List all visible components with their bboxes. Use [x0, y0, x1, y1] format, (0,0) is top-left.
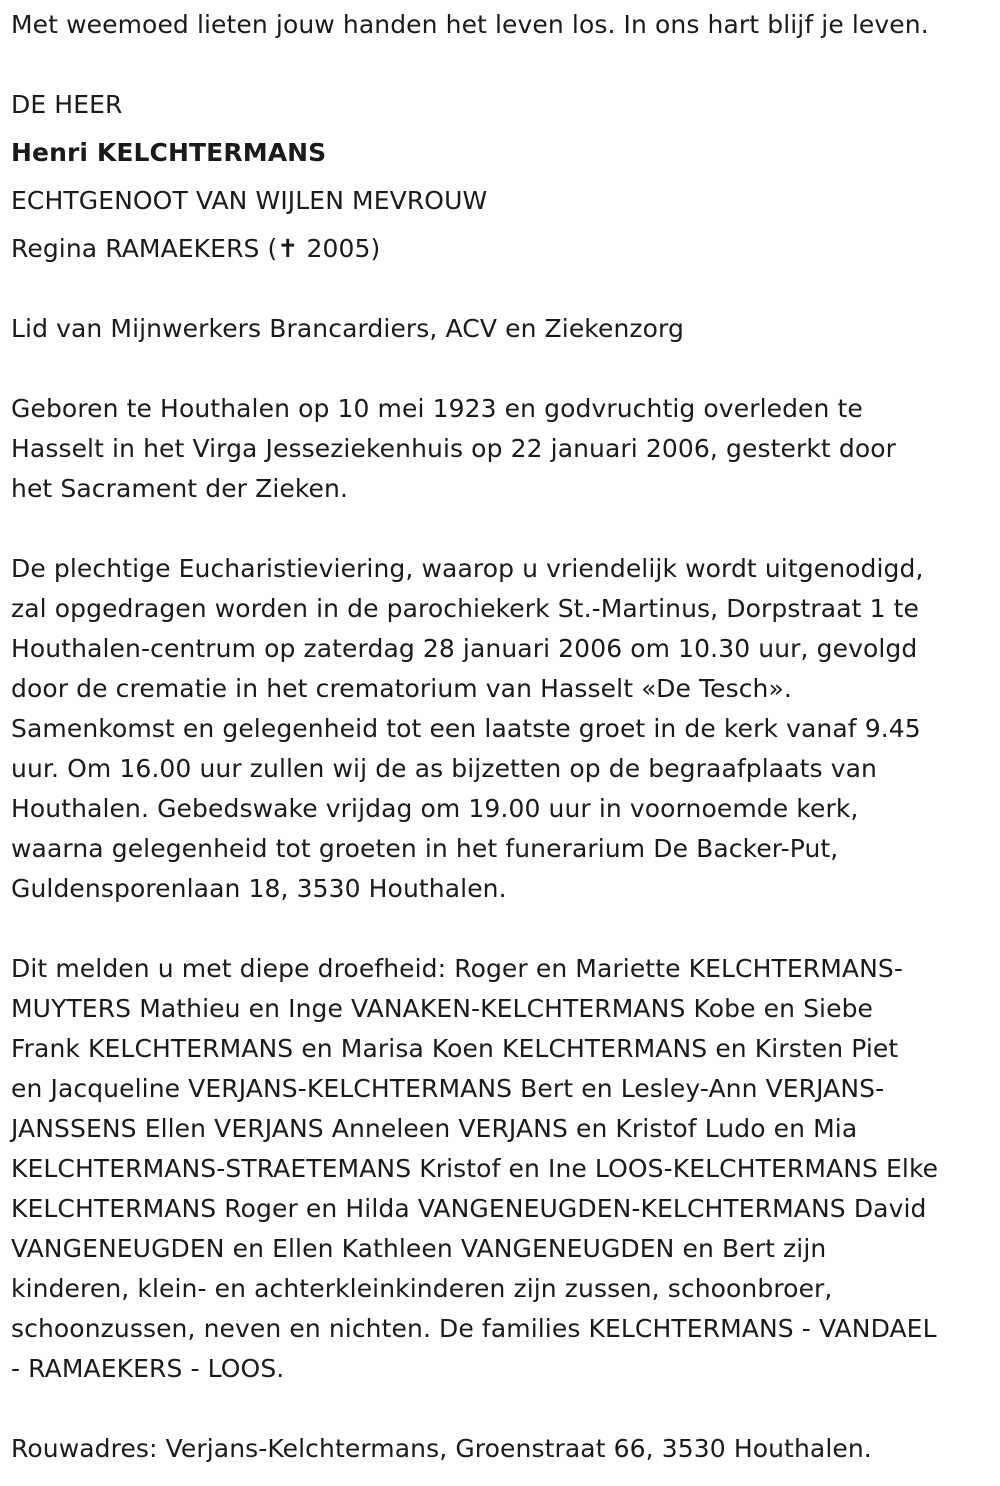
paragraph-line: schoonzussen, neven en nichten. De families KELCHTERMANS - VANDAEL — [11, 1314, 937, 1343]
paragraph-line: KELCHTERMANS-STRAETEMANS Kristof en Ine LOOS-KELCHTERMANS Elke — [11, 1154, 939, 1183]
paragraph-line: JANSSENS Ellen VERJANS Anneleen VERJANS en Kristof Ludo en Mia — [11, 1114, 858, 1143]
paragraph-line: en Jacqueline VERJANS-KELCHTERMANS Bert en Lesley-Ann VERJANS- — [11, 1074, 885, 1103]
paragraph-line: KELCHTERMANS Roger en Hilda VANGENEUGDEN-KELCHTERMANS David — [11, 1194, 927, 1223]
paragraph-line: Frank KELCHTERMANS en Marisa Koen KELCHTERMANS en Kirsten Piet — [11, 1034, 899, 1063]
paragraph-line: door de crematie in het crematorium van Hasselt «De Tesch». — [11, 674, 792, 703]
mourning-address: Rouwadres: Verjans-Kelchtermans, Groenstraat 66, 3530 Houthalen. — [11, 1434, 872, 1463]
paragraph-line: VANGENEUGDEN en Ellen Kathleen VANGENEUGDEN en Bert zijn — [11, 1234, 827, 1263]
paragraph-line: Hasselt in het Virga Jesseziekenhuis op 22 januari 2006, gesterkt door — [11, 434, 897, 463]
paragraph-line: MUYTERS Mathieu en Inge VANAKEN-KELCHTERMANS Kobe en Siebe — [11, 994, 874, 1023]
title-prefix: DE HEER — [11, 90, 123, 119]
deceased-name: Henri KELCHTERMANS — [11, 138, 327, 167]
paragraph-line: Guldensporenlaan 18, 3530 Houthalen. — [11, 874, 507, 903]
paragraph-line: kinderen, klein- en achterkleinkinderen zijn zussen, schoonbroer, — [11, 1274, 833, 1303]
paragraph-line: De plechtige Eucharistieviering, waarop u vriendelijk wordt uitgenodigd, — [11, 554, 924, 583]
spouse-name: Regina RAMAEKERS (✝ 2005) — [11, 234, 381, 263]
paragraph-line: - RAMAEKERS - LOOS. — [11, 1354, 285, 1383]
paragraph-line: zal opgedragen worden in de parochiekerk St.-Martinus, Dorpstraat 1 te — [11, 594, 920, 623]
paragraph-line: Geboren te Houthalen op 10 mei 1923 en godvruchtig overleden te — [11, 394, 863, 423]
spouse-intro: ECHTGENOOT VAN WIJLEN MEVROUW — [11, 186, 488, 215]
paragraph-line: het Sacrament der Zieken. — [11, 474, 349, 503]
paragraph-line: uur. Om 16.00 uur zullen wij de as bijzetten op de begraafplaats van — [11, 754, 877, 783]
paragraph-line: Houthalen-centrum op zaterdag 28 januari 2006 om 10.30 uur, gevolgd — [11, 634, 918, 663]
paragraph-line: Dit melden u met diepe droefheid: Roger en Mariette KELCHTERMANS- — [11, 954, 904, 983]
paragraph-line: waarna gelegenheid tot groeten in het funerarium De Backer-Put, — [11, 834, 839, 863]
paragraph-line: Houthalen. Gebedswake vrijdag om 19.00 uur in voornoemde kerk, — [11, 794, 859, 823]
motto-text: Met weemoed lieten jouw handen het leven los. In ons hart blijf je leven. — [11, 10, 929, 39]
membership-text: Lid van Mijnwerkers Brancardiers, ACV en Ziekenzorg — [11, 314, 684, 343]
paragraph-line: Samenkomst en gelegenheid tot een laatste groet in de kerk vanaf 9.45 — [11, 714, 921, 743]
